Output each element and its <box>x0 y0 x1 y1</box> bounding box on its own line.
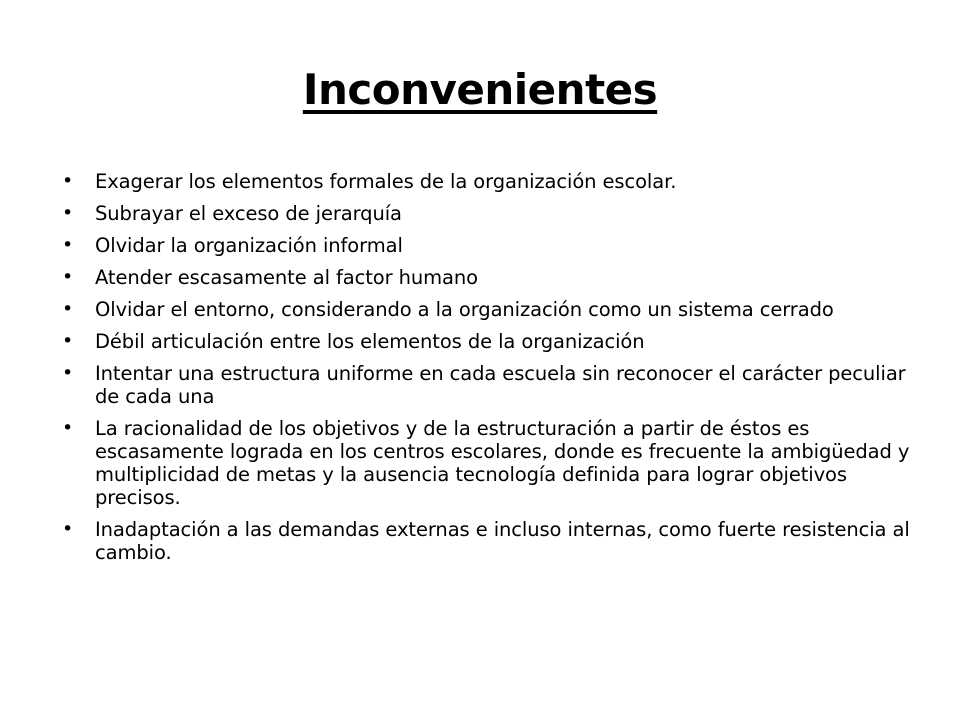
bullet-item <box>58 362 918 408</box>
bullet-item <box>58 518 918 564</box>
slide-title: Inconvenientes <box>302 65 658 114</box>
bullet-text: Exagerar los elementos formales de la organización escolar. <box>95 170 677 193</box>
bullet-icon: • <box>62 202 74 224</box>
bullet-icon: • <box>62 330 74 352</box>
bullet-item <box>58 234 918 257</box>
bullet-icon: • <box>62 170 74 192</box>
bullet-icon: • <box>62 266 74 288</box>
bullet-text: Débil articulación entre los elementos de la organización <box>95 330 645 353</box>
bullet-item <box>58 330 918 353</box>
bullet-item <box>58 170 918 193</box>
bullet-item <box>58 202 918 225</box>
bullet-text: Intentar una estructura uniforme en cada escuela sin reconocer el carácter peculiar de cada una <box>95 362 906 408</box>
bullet-icon: • <box>62 518 74 540</box>
bullet-icon: • <box>62 362 74 384</box>
bullet-text: Olvidar el entorno, considerando a la organización como un sistema cerrado <box>95 298 834 321</box>
bullet-item <box>58 417 918 509</box>
bullet-icon: • <box>62 417 74 439</box>
bullet-icon: • <box>62 298 74 320</box>
bullet-text: Atender escasamente al factor humano <box>95 266 478 289</box>
bullet-text: Inadaptación a las demandas externas e incluso internas, como fuerte resistencia al cambio. <box>95 518 910 564</box>
bullet-text: Olvidar la organización informal <box>95 234 403 257</box>
bullet-text: Subrayar el exceso de jerarquía <box>95 202 402 225</box>
bullet-text: La racionalidad de los objetivos y de la estructuración a partir de éstos es escasamente lograda en los centros escolares, donde es frecuente la ambigüedad y multiplicidad de metas y la ausencia tecnología definida para lograr objetivos precisos. <box>95 417 910 509</box>
bullet-item <box>58 266 918 289</box>
bullet-item <box>58 298 918 321</box>
bullet-icon: • <box>62 234 74 256</box>
bullet-list <box>58 170 918 573</box>
